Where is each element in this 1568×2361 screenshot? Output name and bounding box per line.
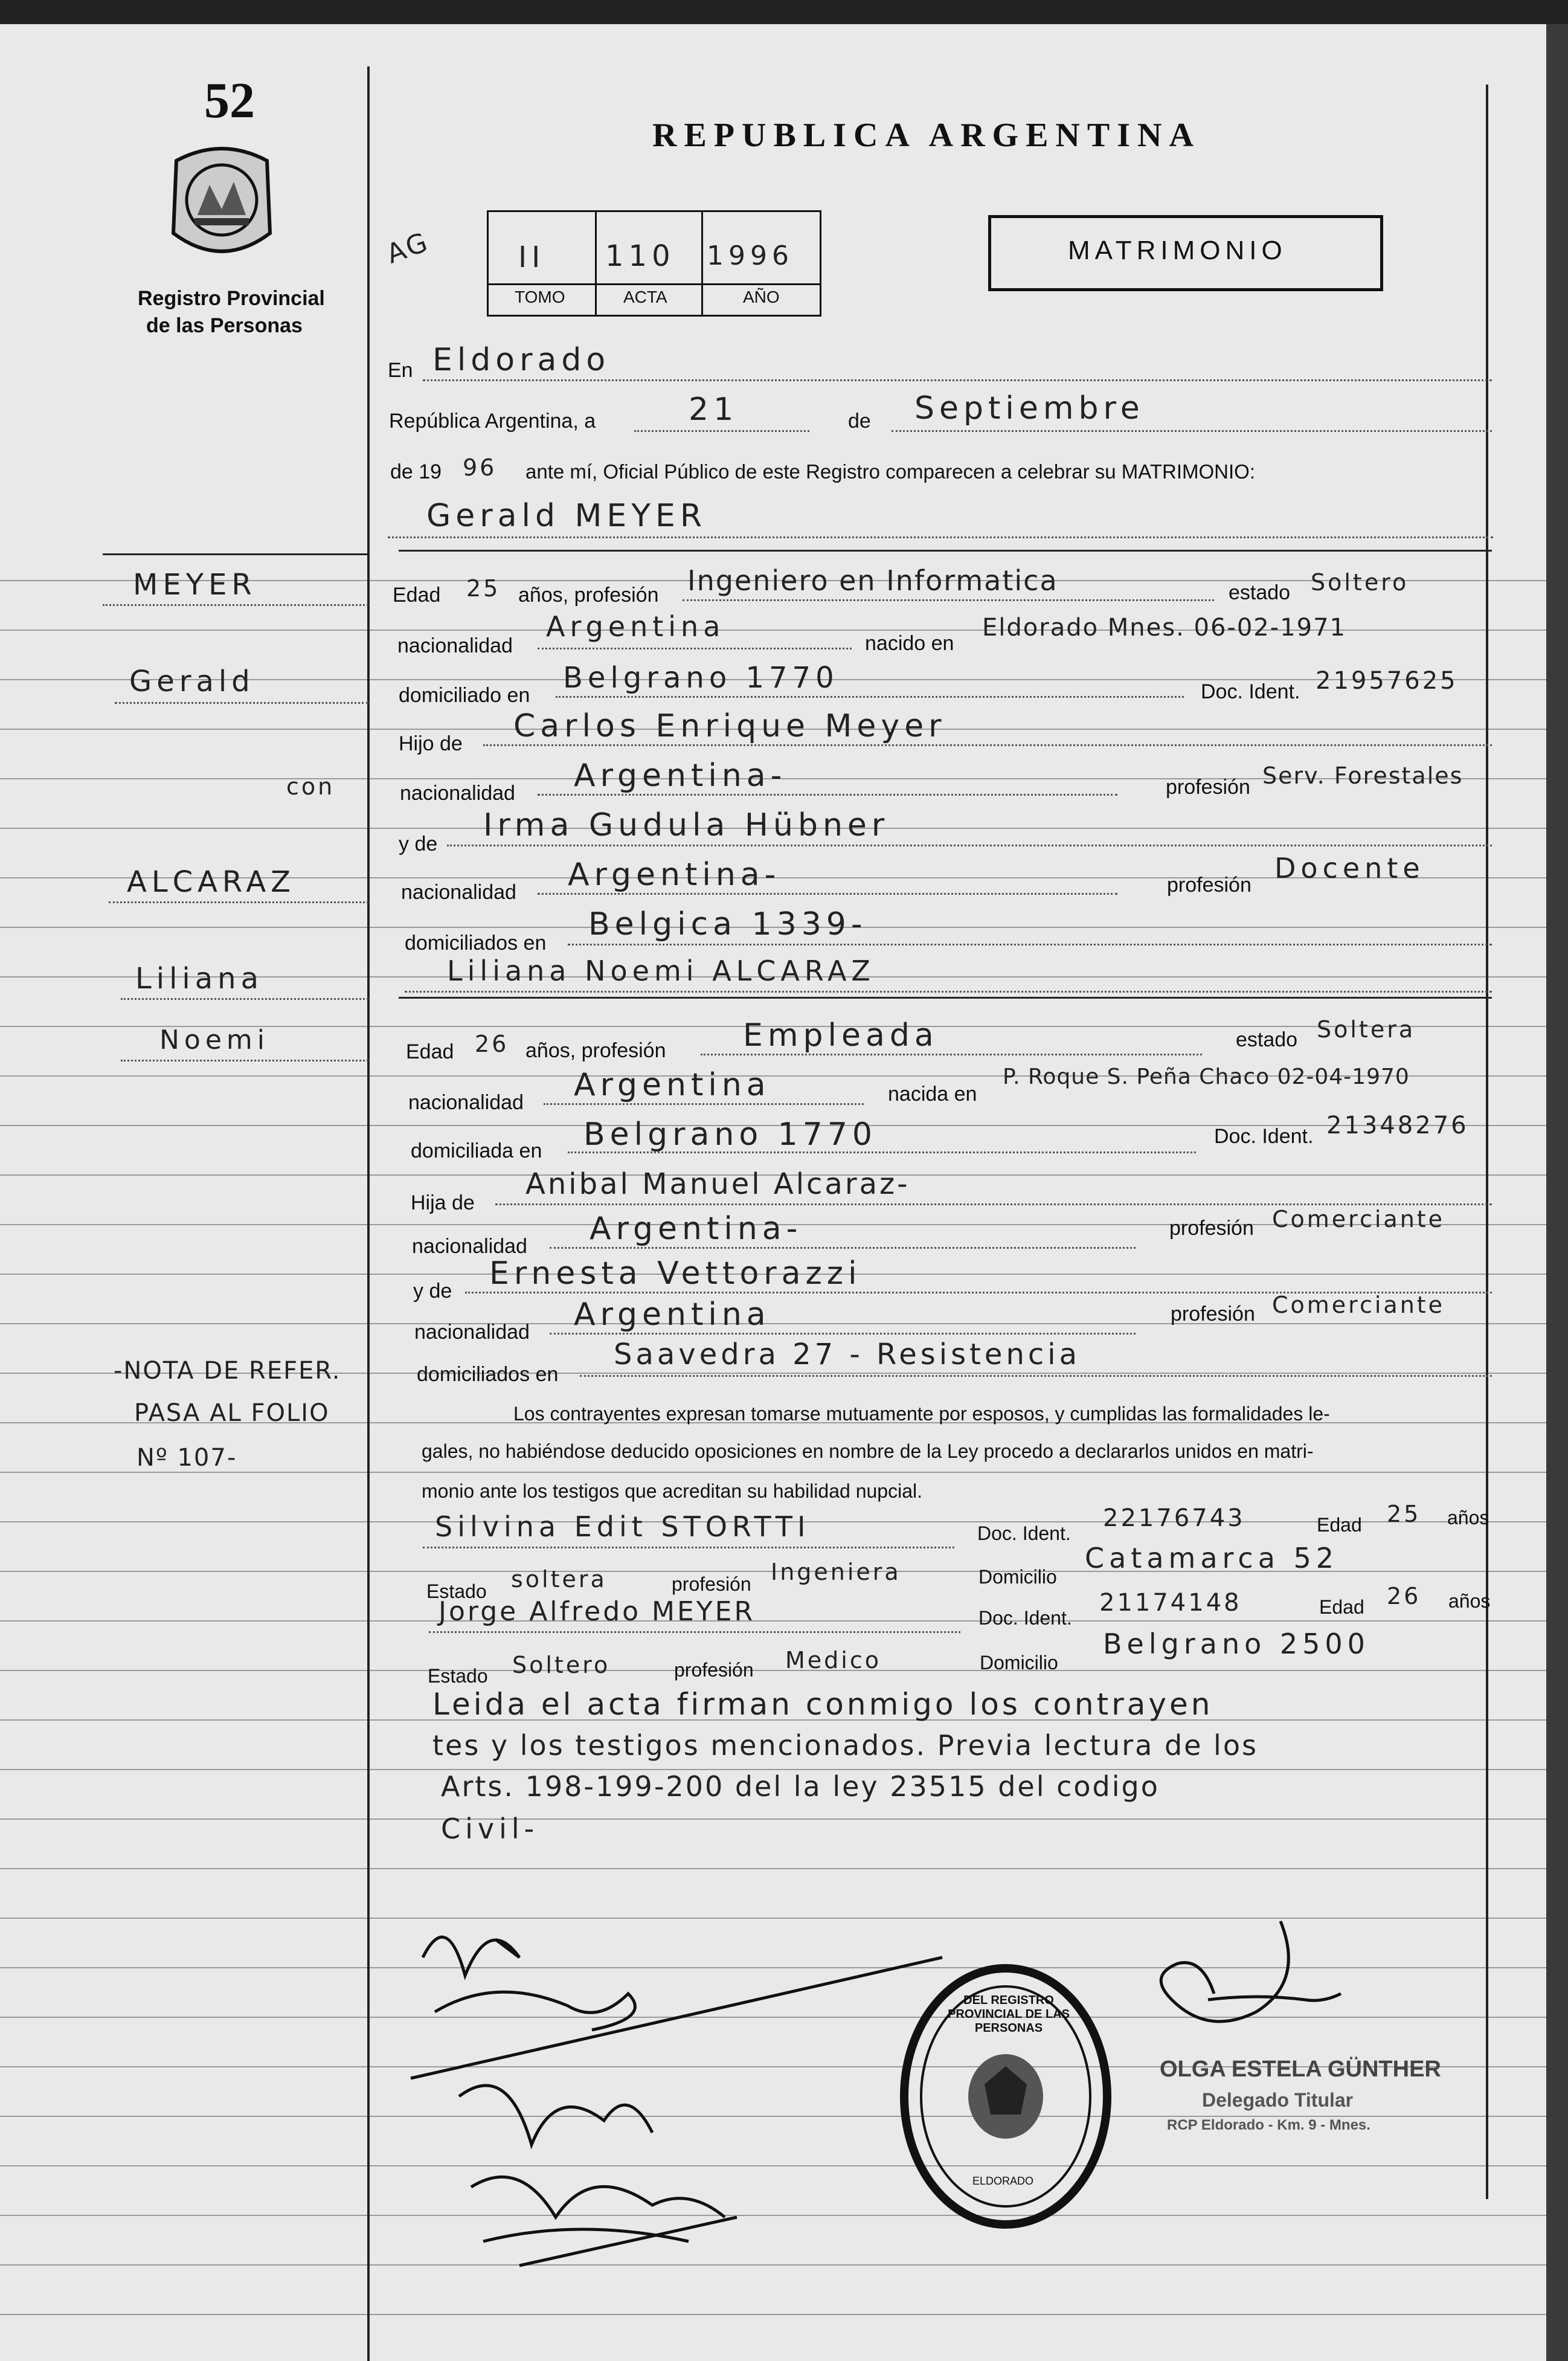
margin-note-line1: -NOTA DE REFER. xyxy=(114,1357,341,1385)
groom-profession: Ingeniero en Informatica xyxy=(687,564,1058,597)
bride-nacida-label: nacida en xyxy=(888,1083,977,1106)
witness1-profession: Ingeniera xyxy=(771,1559,901,1585)
witness2-prof-label: profesión xyxy=(674,1659,754,1681)
bride-mother-prof: Comerciante xyxy=(1272,1292,1445,1318)
groom-mother-nat-label: nacionalidad xyxy=(401,881,516,904)
bride-address: Belgrano 1770 xyxy=(583,1116,878,1153)
bride-prof-line xyxy=(701,1054,1202,1055)
day-line xyxy=(634,430,809,432)
official-stamp-office: RCP Eldorado - Km. 9 - Mnes. xyxy=(1167,2117,1370,2133)
groom-address-line xyxy=(556,696,1184,698)
groom-name: Gerald MEYER xyxy=(426,498,707,534)
witness1-doc-label: Doc. Ident. xyxy=(977,1522,1071,1544)
month-value: Septiembre xyxy=(914,390,1145,427)
closing-line4: Civil- xyxy=(441,1812,539,1845)
groom-yde-label: y de xyxy=(399,833,438,855)
groom-parents-address-line xyxy=(568,944,1492,945)
groom-father-prof-label: profesión xyxy=(1166,776,1250,799)
margin-given1-line xyxy=(115,702,368,704)
witness2-profession: Medico xyxy=(785,1647,881,1673)
witness1-anos-label: años xyxy=(1447,1507,1489,1528)
bride-anos-prof-label: años, profesión xyxy=(525,1039,666,1062)
witness1-age: 25 xyxy=(1387,1501,1421,1527)
bride-father-nat-label: nacionalidad xyxy=(412,1235,527,1258)
ano-label: AÑO xyxy=(743,288,780,306)
ruled-line xyxy=(0,1818,1546,1820)
margin-con: con xyxy=(286,773,335,800)
witness1-edad-label: Edad xyxy=(1317,1514,1362,1536)
day-value: 21 xyxy=(689,391,739,428)
witness2-address: Belgrano 2500 xyxy=(1103,1628,1370,1660)
groom-father: Carlos Enrique Meyer xyxy=(513,708,946,744)
ruled-line xyxy=(0,1670,1546,1671)
bride-name-line xyxy=(405,991,1492,993)
groom-anos-prof-label: años, profesión xyxy=(518,584,659,607)
bride-name: Liliana Noemi ALCARAZ xyxy=(447,955,875,987)
republica-label: República Argentina, a xyxy=(389,410,596,433)
body-line3: monio ante los testigos que acreditan su habilidad nupcial. xyxy=(422,1480,922,1502)
bride-doc: 21348276 xyxy=(1326,1112,1469,1139)
witness1-prof-label: profesión xyxy=(672,1573,751,1595)
bride-father: Anibal Manuel Alcaraz- xyxy=(525,1167,910,1201)
witness2-name-line xyxy=(429,1631,960,1633)
page-top-edge xyxy=(0,0,1568,24)
groom-doc-label: Doc. Ident. xyxy=(1201,680,1300,703)
bride-nat-line xyxy=(544,1103,864,1105)
bride-doc-label: Doc. Ident. xyxy=(1214,1125,1314,1148)
groom-age: 25 xyxy=(466,575,501,602)
bride-mother: Ernesta Vettorazzi xyxy=(489,1255,862,1292)
groom-mother-nat: Argentina- xyxy=(568,857,781,893)
bride-father-nat-line xyxy=(550,1247,1136,1249)
groom-nat-line xyxy=(538,648,852,649)
margin-surname1: MEYER xyxy=(133,568,257,602)
witness2-age: 26 xyxy=(1387,1583,1421,1609)
margin-given2b-line xyxy=(121,1060,368,1061)
groom-father-prof: Serv. Forestales xyxy=(1262,762,1464,789)
ruled-line xyxy=(0,2314,1546,2315)
groom-mother-prof: Docente xyxy=(1274,852,1425,884)
witness2-doc-label: Doc. Ident. xyxy=(978,1607,1072,1629)
place-line xyxy=(423,379,1492,381)
margin-divider-line xyxy=(367,66,370,2361)
margin-surname1-line xyxy=(103,604,368,606)
bride-age: 26 xyxy=(475,1031,509,1057)
groom-father-nat-label: nacionalidad xyxy=(400,782,515,805)
bride-father-line xyxy=(495,1203,1492,1205)
bride-estado: Soltera xyxy=(1317,1016,1416,1043)
month-line xyxy=(892,430,1492,432)
country-title: REPUBLICA ARGENTINA xyxy=(652,117,1201,154)
official-stamp-name: OLGA ESTELA GÜNTHER xyxy=(1160,2057,1441,2082)
en-label: En xyxy=(388,359,413,382)
closing-line2: tes y los testigos mencionados. Previa lectura de los xyxy=(432,1729,1258,1762)
body-line2: gales, no habiéndose deducido oposiciones en nombre de la Ley procedo a declararlos unidos en matri- xyxy=(422,1440,1314,1462)
bride-profession: Empleada xyxy=(743,1017,939,1054)
bride-parents-address-line xyxy=(580,1375,1492,1377)
place-value: Eldorado xyxy=(432,342,611,378)
witness1-name: Silvina Edit STORTTI xyxy=(435,1510,811,1543)
registry-name-line2: de las Personas xyxy=(146,314,303,337)
ruled-line xyxy=(0,1323,1546,1324)
witness2-dom-label: Domicilio xyxy=(980,1652,1058,1673)
bride-yde-label: y de xyxy=(413,1280,452,1303)
groom-mother-prof-label: profesión xyxy=(1167,874,1252,897)
witness2-name: Jorge Alfredo MEYER xyxy=(439,1596,756,1627)
round-seal-bottom-text: ELDORADO xyxy=(972,2175,1034,2187)
witness1-doc: 22176743 xyxy=(1103,1504,1245,1532)
margin-given1: Gerald xyxy=(129,665,255,698)
witness1-address: Catamarca 52 xyxy=(1085,1542,1339,1574)
groom-nationality: Argentina xyxy=(546,610,725,643)
body-line1: Los contrayentes expresan tomarse mutuamente por esposos, y cumplidas las formalidades le- xyxy=(513,1403,1330,1425)
groom-mother: Irma Gudula Hübner xyxy=(483,807,890,843)
groom-father-nat-line xyxy=(538,794,1117,796)
bride-mother-prof-label: profesión xyxy=(1171,1303,1255,1325)
registry-name-line1: Registro Provincial xyxy=(138,287,325,310)
ruled-line xyxy=(0,1472,1546,1473)
bride-parents-dom-label: domiciliados en xyxy=(417,1363,559,1386)
margin-initials: AG xyxy=(382,226,434,270)
bride-mother-nat-line xyxy=(550,1333,1136,1335)
groom-father-line xyxy=(483,744,1492,746)
province-seal-icon xyxy=(164,143,279,266)
groom-doc: 21957625 xyxy=(1316,667,1458,695)
bride-nationality: Argentina xyxy=(574,1067,771,1103)
bride-parents-address: Saavedra 27 - Resistencia xyxy=(614,1338,1081,1371)
margin-note-line3: Nº 107- xyxy=(137,1444,237,1472)
bride-mother-nat-label: nacionalidad xyxy=(414,1321,530,1344)
bride-father-prof: Comerciante xyxy=(1272,1206,1445,1232)
closing-line1: Leida el acta firman conmigo los contrayen xyxy=(432,1687,1213,1722)
groom-edad-label: Edad xyxy=(393,584,441,607)
groom-top-rule xyxy=(399,550,1492,552)
groom-hijo-label: Hijo de xyxy=(399,732,463,755)
closing-line3: Arts. 198-199-200 del la ley 23515 del codigo xyxy=(441,1770,1160,1803)
margin-given2b: Noemi xyxy=(159,1025,269,1055)
groom-nacido-label: nacido en xyxy=(865,632,954,655)
groom-birth: Eldorado Mnes. 06-02-1971 xyxy=(982,614,1346,642)
witness1-dom-label: Domicilio xyxy=(978,1566,1057,1588)
groom-parents-address: Belgica 1339- xyxy=(588,906,867,942)
bride-edad-label: Edad xyxy=(406,1040,454,1063)
witness1-estado: soltera xyxy=(511,1566,607,1593)
margin-surname2: ALCARAZ xyxy=(127,865,296,899)
groom-prof-line xyxy=(683,599,1214,601)
witness2-estado: Soltero xyxy=(512,1652,611,1678)
margin-surname2-line xyxy=(109,901,368,903)
witness2-estado-label: Estado xyxy=(428,1665,488,1687)
margin-given2a: Liliana xyxy=(135,962,263,996)
bride-birth: P. Roque S. Peña Chaco 02-04-1970 xyxy=(1003,1065,1410,1089)
groom-parents-dom-label: domiciliados en xyxy=(405,932,547,955)
intro-sentence: ante mí, Oficial Público de este Registro comparecen a celebrar su MATRIMONIO: xyxy=(525,460,1256,483)
groom-mother-nat-line xyxy=(538,893,1117,895)
margin-note-line2: PASA AL FOLIO xyxy=(134,1399,330,1427)
round-seal-ring-text: DEL REGISTRO PROVINCIAL DE LAS PERSONAS xyxy=(948,1994,1070,2035)
bride-hija-label: Hija de xyxy=(411,1191,475,1214)
bride-top-rule xyxy=(399,997,1492,999)
groom-estado: Soltero xyxy=(1311,569,1409,596)
tomo-label: TOMO xyxy=(515,288,565,306)
tomo-value: II xyxy=(518,240,545,274)
witness1-name-line xyxy=(423,1547,954,1548)
year-suffix: 96 xyxy=(463,454,497,481)
bride-father-prof-label: profesión xyxy=(1169,1217,1254,1240)
de-label: de xyxy=(848,410,871,433)
witness1-estado-label: Estado xyxy=(426,1580,487,1602)
witness2-anos-label: años xyxy=(1448,1590,1491,1612)
witness2-edad-label: Edad xyxy=(1319,1596,1364,1618)
bride-estado-label: estado xyxy=(1236,1028,1298,1051)
margin-given2a-line xyxy=(121,998,368,1000)
bride-dom-label: domiciliada en xyxy=(411,1139,542,1162)
groom-dom-label: domiciliado en xyxy=(399,684,530,707)
groom-mother-line xyxy=(447,845,1492,846)
right-frame-line xyxy=(1486,85,1488,2199)
official-signature xyxy=(1123,1909,1389,2066)
groom-father-nat: Argentina- xyxy=(574,758,787,794)
witness2-doc: 21174148 xyxy=(1099,1589,1242,1617)
acta-value: 110 xyxy=(605,239,675,273)
bride-mother-nat: Argentina xyxy=(574,1296,771,1333)
margin-top-rule xyxy=(103,553,368,555)
groom-address: Belgrano 1770 xyxy=(563,661,839,695)
groom-nac-label: nacionalidad xyxy=(397,634,513,657)
ano-value: 1996 xyxy=(707,240,794,271)
folio-number: 52 xyxy=(204,72,255,129)
groom-name-line xyxy=(388,536,1493,538)
acta-label: ACTA xyxy=(623,288,667,306)
bride-nac-label: nacionalidad xyxy=(408,1091,524,1114)
year-prefix: de 19 xyxy=(390,460,442,483)
official-stamp-title: Delegado Titular xyxy=(1202,2089,1354,2111)
act-type-title: MATRIMONIO xyxy=(1068,236,1287,265)
bride-father-nat: Argentina- xyxy=(590,1211,803,1247)
groom-estado-label: estado xyxy=(1229,581,1291,604)
ruled-line xyxy=(0,1620,1546,1622)
ruled-line xyxy=(0,1868,1546,1869)
